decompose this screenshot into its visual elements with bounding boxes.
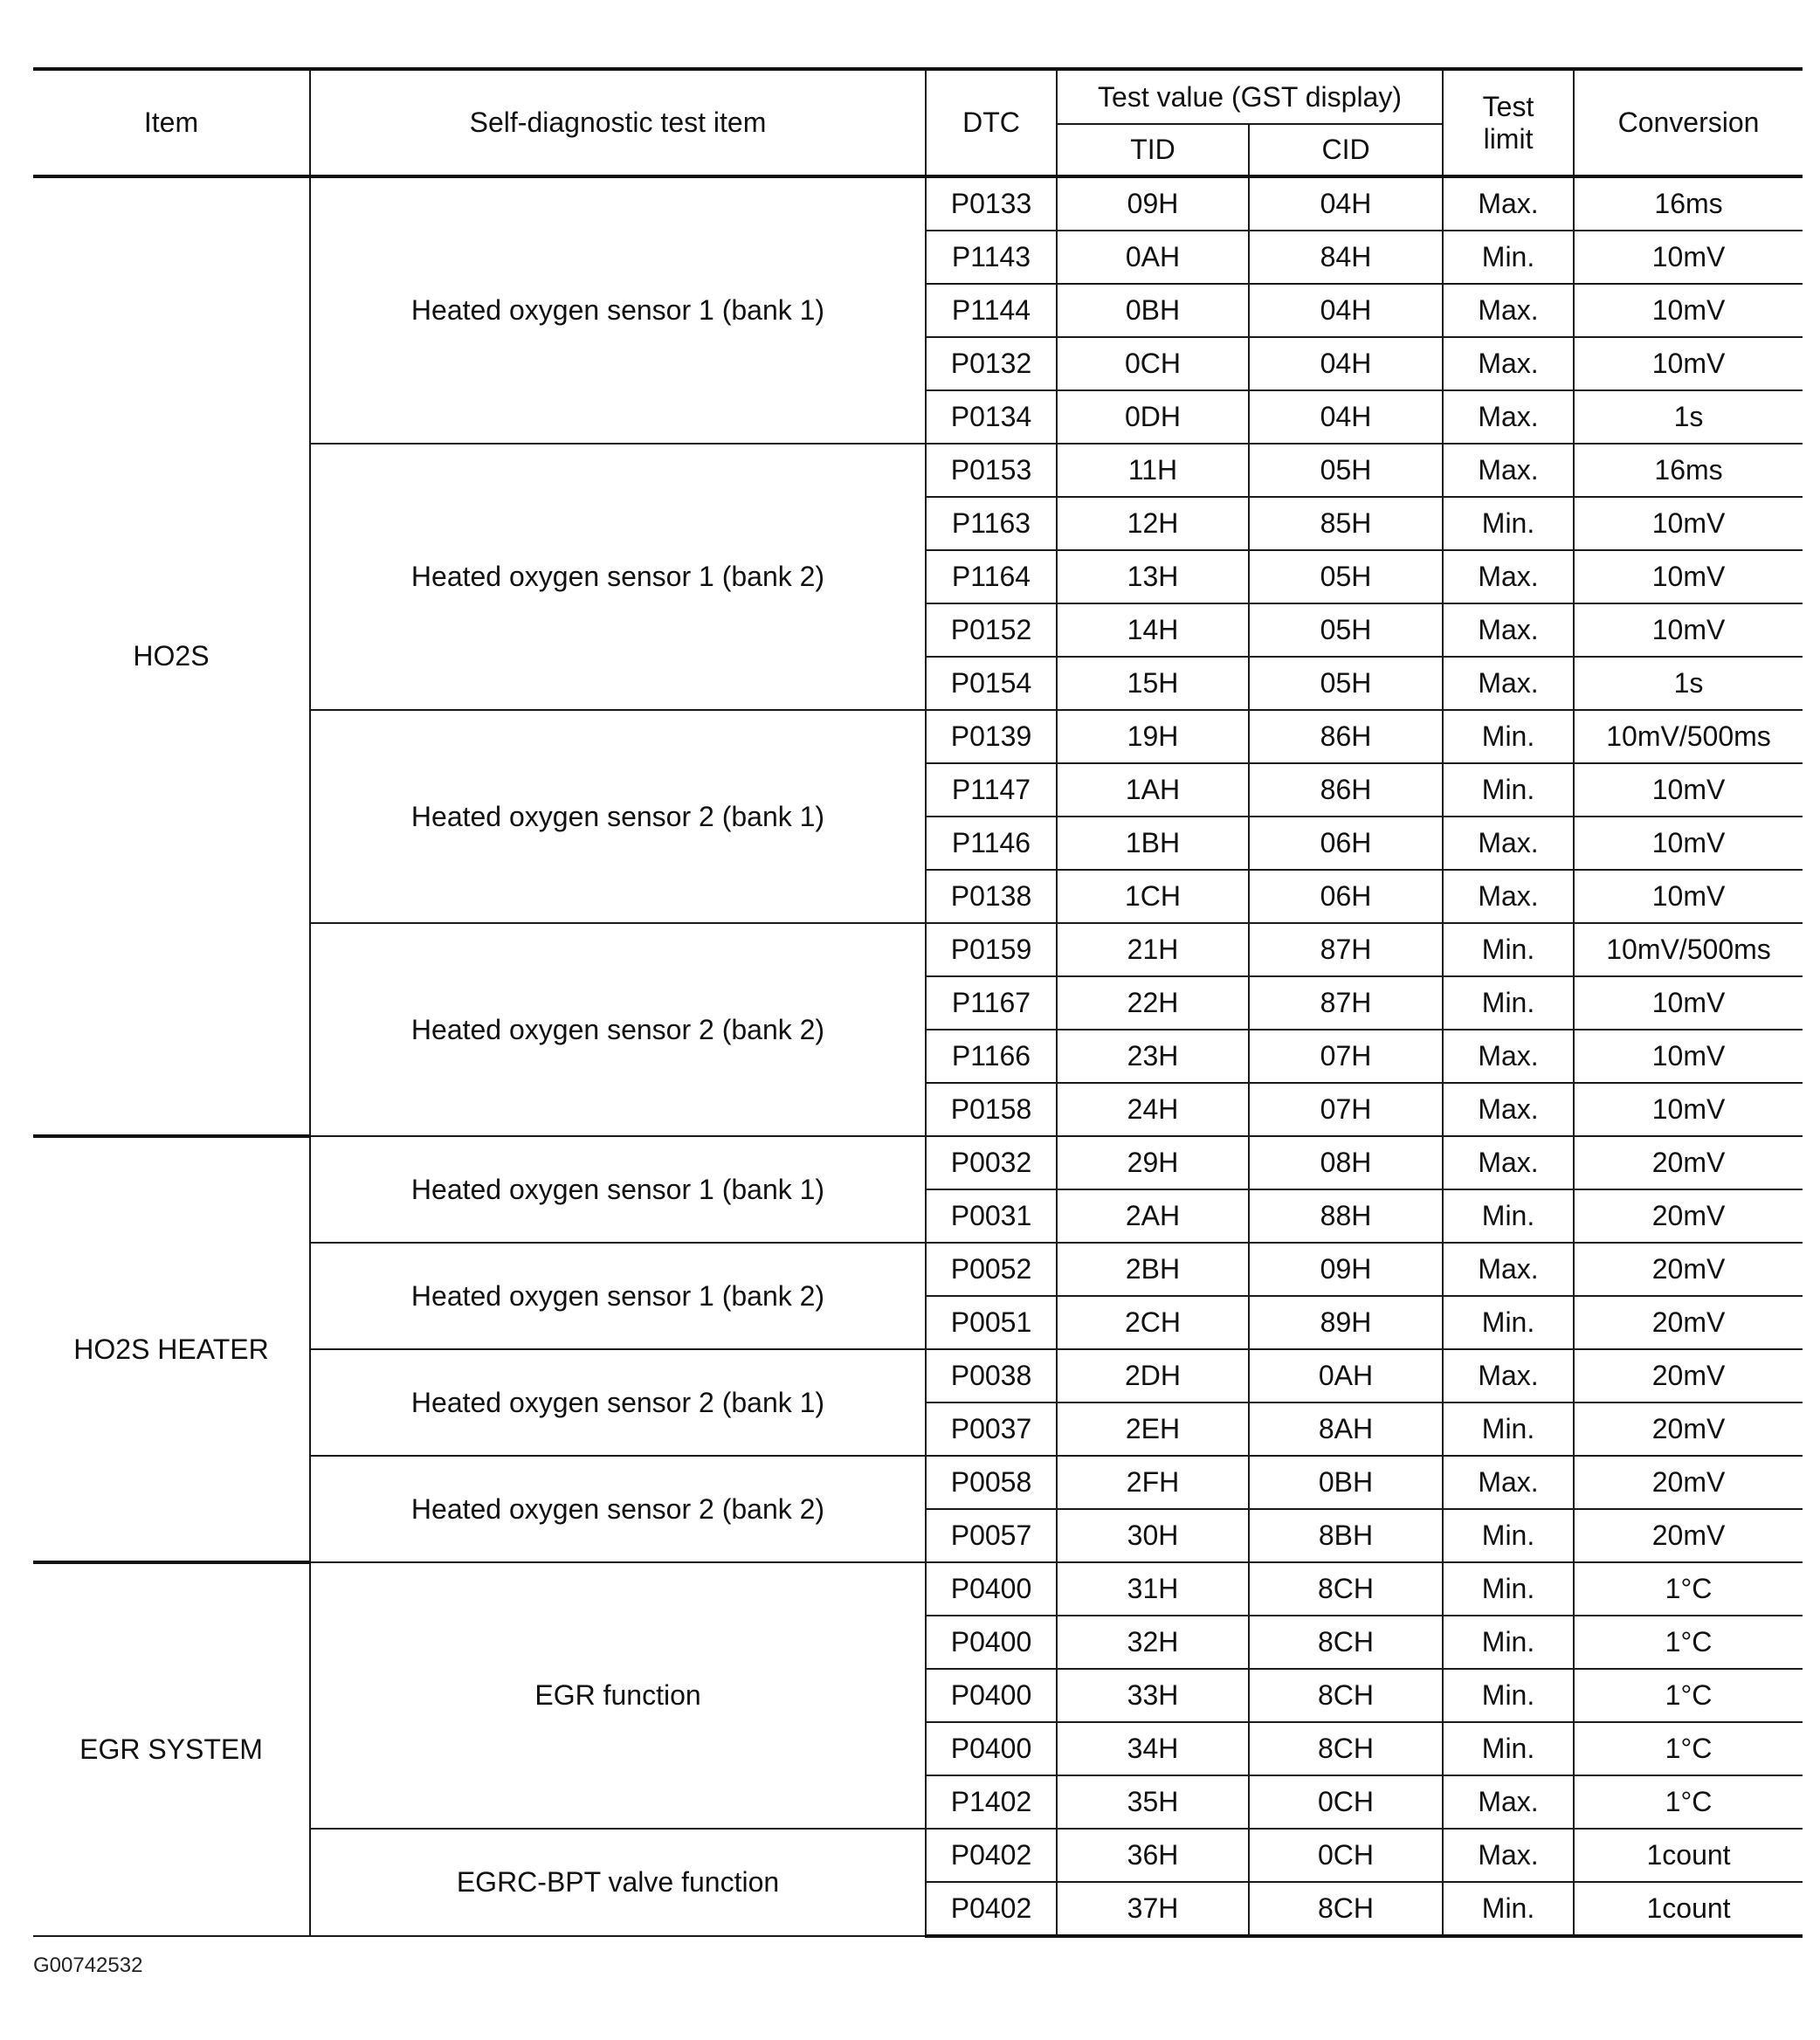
header-tid: TID — [1057, 124, 1249, 176]
test-limit-cell: Max. — [1443, 1083, 1574, 1136]
conversion-cell: 20mV — [1574, 1456, 1803, 1509]
dtc-cell: P0132 — [926, 337, 1057, 390]
header-cid: CID — [1249, 124, 1443, 176]
tid-cell: 1AH — [1057, 763, 1249, 817]
test-limit-cell: Max. — [1443, 1030, 1574, 1083]
test-limit-cell: Min. — [1443, 1509, 1574, 1562]
dtc-cell: P0134 — [926, 390, 1057, 444]
dtc-cell: P0032 — [926, 1136, 1057, 1189]
conversion-cell: 10mV/500ms — [1574, 923, 1803, 976]
cid-cell: 89H — [1249, 1296, 1443, 1349]
dtc-cell: P0158 — [926, 1083, 1057, 1136]
dtc-cell: P0058 — [926, 1456, 1057, 1509]
dtc-cell: P0152 — [926, 603, 1057, 657]
conversion-cell: 1°C — [1574, 1722, 1803, 1775]
dtc-table — [33, 67, 1803, 1938]
figure-id: G00742532 — [33, 1954, 143, 1977]
conversion-cell: 1°C — [1574, 1562, 1803, 1616]
dtc-cell: P0402 — [926, 1882, 1057, 1936]
dtc-cell: P0031 — [926, 1189, 1057, 1243]
test-item-cell: EGR function — [310, 1562, 926, 1829]
conversion-cell: 20mV — [1574, 1349, 1803, 1402]
table-header — [33, 69, 1803, 176]
tid-cell: 0CH — [1057, 337, 1249, 390]
test-limit-cell: Min. — [1443, 923, 1574, 976]
conversion-cell: 16ms — [1574, 444, 1803, 497]
dtc-cell: P1166 — [926, 1030, 1057, 1083]
test-limit-cell: Max. — [1443, 1243, 1574, 1296]
tid-cell: 22H — [1057, 976, 1249, 1030]
dtc-cell: P0400 — [926, 1616, 1057, 1669]
test-limit-cell: Max. — [1443, 1349, 1574, 1402]
test-limit-cell: Max. — [1443, 870, 1574, 923]
cid-cell: 04H — [1249, 337, 1443, 390]
dtc-cell: P0402 — [926, 1829, 1057, 1882]
dtc-cell: P0139 — [926, 710, 1057, 763]
tid-cell: 21H — [1057, 923, 1249, 976]
test-limit-cell: Min. — [1443, 1296, 1574, 1349]
header-dtc: DTC — [926, 69, 1057, 176]
cid-cell: 04H — [1249, 284, 1443, 337]
header-test-item: Self-diagnostic test item — [310, 69, 926, 176]
tid-cell: 1CH — [1057, 870, 1249, 923]
tid-cell: 15H — [1057, 657, 1249, 710]
test-limit-cell: Min. — [1443, 710, 1574, 763]
conversion-cell: 1s — [1574, 657, 1803, 710]
test-item-cell: Heated oxygen sensor 1 (bank 2) — [310, 1243, 926, 1349]
conversion-cell: 10mV — [1574, 976, 1803, 1030]
tid-cell: 19H — [1057, 710, 1249, 763]
dtc-cell: P1164 — [926, 550, 1057, 603]
test-limit-cell: Min. — [1443, 1722, 1574, 1775]
test-limit-cell: Max. — [1443, 284, 1574, 337]
cid-cell: 0CH — [1249, 1775, 1443, 1829]
tid-cell: 2AH — [1057, 1189, 1249, 1243]
conversion-cell: 1s — [1574, 390, 1803, 444]
test-limit-cell: Min. — [1443, 763, 1574, 817]
cid-cell: 8CH — [1249, 1722, 1443, 1775]
cid-cell: 8CH — [1249, 1562, 1443, 1616]
conversion-cell: 1count — [1574, 1882, 1803, 1936]
cid-cell: 05H — [1249, 444, 1443, 497]
dtc-cell: P0133 — [926, 176, 1057, 231]
cid-cell: 8CH — [1249, 1669, 1443, 1722]
tid-cell: 2BH — [1057, 1243, 1249, 1296]
tid-cell: 2DH — [1057, 1349, 1249, 1402]
conversion-cell: 20mV — [1574, 1296, 1803, 1349]
tid-cell: 0AH — [1057, 231, 1249, 284]
header-conversion: Conversion — [1574, 69, 1803, 176]
test-limit-cell: Min. — [1443, 1189, 1574, 1243]
dtc-cell: P0051 — [926, 1296, 1057, 1349]
dtc-cell: P0154 — [926, 657, 1057, 710]
dtc-cell: P0159 — [926, 923, 1057, 976]
tid-cell: 30H — [1057, 1509, 1249, 1562]
header-test-limit-line1: Test — [1482, 90, 1534, 122]
tid-cell: 0DH — [1057, 390, 1249, 444]
conversion-cell: 20mV — [1574, 1402, 1803, 1456]
tid-cell: 2FH — [1057, 1456, 1249, 1509]
conversion-cell: 1°C — [1574, 1669, 1803, 1722]
tid-cell: 13H — [1057, 550, 1249, 603]
conversion-cell: 10mV — [1574, 284, 1803, 337]
test-item-cell: Heated oxygen sensor 1 (bank 2) — [310, 444, 926, 710]
test-limit-cell: Min. — [1443, 231, 1574, 284]
tid-cell: 14H — [1057, 603, 1249, 657]
dtc-cell: P1402 — [926, 1775, 1057, 1829]
dtc-cell: P0052 — [926, 1243, 1057, 1296]
conversion-cell: 10mV — [1574, 337, 1803, 390]
test-limit-cell: Max. — [1443, 176, 1574, 231]
dtc-cell: P0153 — [926, 444, 1057, 497]
test-limit-cell: Max. — [1443, 337, 1574, 390]
header-test-value: Test value (GST display) — [1057, 69, 1443, 124]
cid-cell: 86H — [1249, 710, 1443, 763]
conversion-cell: 10mV/500ms — [1574, 710, 1803, 763]
cid-cell: 06H — [1249, 870, 1443, 923]
conversion-cell: 20mV — [1574, 1189, 1803, 1243]
cid-cell: 0CH — [1249, 1829, 1443, 1882]
test-limit-cell: Max. — [1443, 1829, 1574, 1882]
test-limit-cell: Min. — [1443, 976, 1574, 1030]
cid-cell: 04H — [1249, 176, 1443, 231]
conversion-cell: 1°C — [1574, 1616, 1803, 1669]
test-item-cell: Heated oxygen sensor 2 (bank 2) — [310, 923, 926, 1136]
cid-cell: 05H — [1249, 657, 1443, 710]
item-cell: HO2S HEATER — [33, 1136, 310, 1562]
item-cell: HO2S — [33, 176, 310, 1136]
tid-cell: 34H — [1057, 1722, 1249, 1775]
test-limit-cell: Min. — [1443, 1562, 1574, 1616]
cid-cell: 05H — [1249, 550, 1443, 603]
conversion-cell: 10mV — [1574, 817, 1803, 870]
test-limit-cell: Max. — [1443, 444, 1574, 497]
test-item-cell: Heated oxygen sensor 1 (bank 1) — [310, 176, 926, 444]
conversion-cell: 10mV — [1574, 1083, 1803, 1136]
dtc-cell: P1144 — [926, 284, 1057, 337]
cid-cell: 8CH — [1249, 1882, 1443, 1936]
conversion-cell: 20mV — [1574, 1509, 1803, 1562]
conversion-cell: 20mV — [1574, 1243, 1803, 1296]
dtc-cell: P0400 — [926, 1562, 1057, 1616]
tid-cell: 2CH — [1057, 1296, 1249, 1349]
conversion-cell: 10mV — [1574, 603, 1803, 657]
cid-cell: 07H — [1249, 1030, 1443, 1083]
cid-cell: 04H — [1249, 390, 1443, 444]
test-limit-cell: Min. — [1443, 497, 1574, 550]
tid-cell: 23H — [1057, 1030, 1249, 1083]
conversion-cell: 10mV — [1574, 1030, 1803, 1083]
conversion-cell: 1count — [1574, 1829, 1803, 1882]
table-body — [33, 176, 1803, 1936]
cid-cell: 07H — [1249, 1083, 1443, 1136]
tid-cell: 35H — [1057, 1775, 1249, 1829]
test-limit-cell: Min. — [1443, 1669, 1574, 1722]
dtc-cell: P0037 — [926, 1402, 1057, 1456]
header-test-limit — [1443, 69, 1574, 176]
cid-cell: 08H — [1249, 1136, 1443, 1189]
tid-cell: 29H — [1057, 1136, 1249, 1189]
cid-cell: 0AH — [1249, 1349, 1443, 1402]
tid-cell: 24H — [1057, 1083, 1249, 1136]
tid-cell: 12H — [1057, 497, 1249, 550]
cid-cell: 8AH — [1249, 1402, 1443, 1456]
table-row — [33, 176, 1803, 231]
tid-cell: 36H — [1057, 1829, 1249, 1882]
tid-cell: 1BH — [1057, 817, 1249, 870]
test-item-cell: Heated oxygen sensor 2 (bank 1) — [310, 1349, 926, 1456]
dtc-cell: P1163 — [926, 497, 1057, 550]
conversion-cell: 10mV — [1574, 763, 1803, 817]
tid-cell: 2EH — [1057, 1402, 1249, 1456]
test-limit-cell: Min. — [1443, 1882, 1574, 1936]
test-limit-cell: Max. — [1443, 817, 1574, 870]
test-limit-cell: Max. — [1443, 1456, 1574, 1509]
test-limit-cell: Max. — [1443, 390, 1574, 444]
cid-cell: 88H — [1249, 1189, 1443, 1243]
cid-cell: 87H — [1249, 976, 1443, 1030]
dtc-cell: P1167 — [926, 976, 1057, 1030]
cid-cell: 87H — [1249, 923, 1443, 976]
cid-cell: 85H — [1249, 497, 1443, 550]
dtc-cell: P0057 — [926, 1509, 1057, 1562]
test-item-cell: Heated oxygen sensor 1 (bank 1) — [310, 1136, 926, 1243]
conversion-cell: 10mV — [1574, 870, 1803, 923]
table-row — [33, 1562, 1803, 1616]
conversion-cell: 10mV — [1574, 231, 1803, 284]
cid-cell: 8BH — [1249, 1509, 1443, 1562]
test-item-cell: EGRC-BPT valve function — [310, 1829, 926, 1936]
tid-cell: 33H — [1057, 1669, 1249, 1722]
dtc-cell: P1147 — [926, 763, 1057, 817]
tid-cell: 0BH — [1057, 284, 1249, 337]
dtc-cell: P0138 — [926, 870, 1057, 923]
cid-cell: 8CH — [1249, 1616, 1443, 1669]
test-limit-cell: Max. — [1443, 1136, 1574, 1189]
cid-cell: 86H — [1249, 763, 1443, 817]
cid-cell: 0BH — [1249, 1456, 1443, 1509]
test-item-cell: Heated oxygen sensor 2 (bank 2) — [310, 1456, 926, 1562]
conversion-cell: 1°C — [1574, 1775, 1803, 1829]
conversion-cell: 16ms — [1574, 176, 1803, 231]
dtc-table-sheet — [33, 67, 1803, 1938]
dtc-cell: P0400 — [926, 1722, 1057, 1775]
test-limit-cell: Max. — [1443, 657, 1574, 710]
conversion-cell: 10mV — [1574, 497, 1803, 550]
conversion-cell: 10mV — [1574, 550, 1803, 603]
tid-cell: 32H — [1057, 1616, 1249, 1669]
test-limit-cell: Min. — [1443, 1402, 1574, 1456]
test-limit-cell: Max. — [1443, 550, 1574, 603]
tid-cell: 09H — [1057, 176, 1249, 231]
dtc-cell: P0400 — [926, 1669, 1057, 1722]
header-item: Item — [33, 69, 310, 176]
dtc-cell: P1143 — [926, 231, 1057, 284]
test-limit-cell: Min. — [1443, 1616, 1574, 1669]
test-limit-cell: Max. — [1443, 603, 1574, 657]
dtc-cell: P0038 — [926, 1349, 1057, 1402]
dtc-cell: P1146 — [926, 817, 1057, 870]
cid-cell: 09H — [1249, 1243, 1443, 1296]
table-row — [33, 1136, 1803, 1189]
cid-cell: 84H — [1249, 231, 1443, 284]
tid-cell: 11H — [1057, 444, 1249, 497]
test-item-cell: Heated oxygen sensor 2 (bank 1) — [310, 710, 926, 923]
tid-cell: 31H — [1057, 1562, 1249, 1616]
cid-cell: 06H — [1249, 817, 1443, 870]
tid-cell: 37H — [1057, 1882, 1249, 1936]
cid-cell: 05H — [1249, 603, 1443, 657]
test-limit-cell: Max. — [1443, 1775, 1574, 1829]
header-test-limit-line2: limit — [1483, 122, 1534, 155]
item-cell: EGR SYSTEM — [33, 1562, 310, 1936]
conversion-cell: 20mV — [1574, 1136, 1803, 1189]
